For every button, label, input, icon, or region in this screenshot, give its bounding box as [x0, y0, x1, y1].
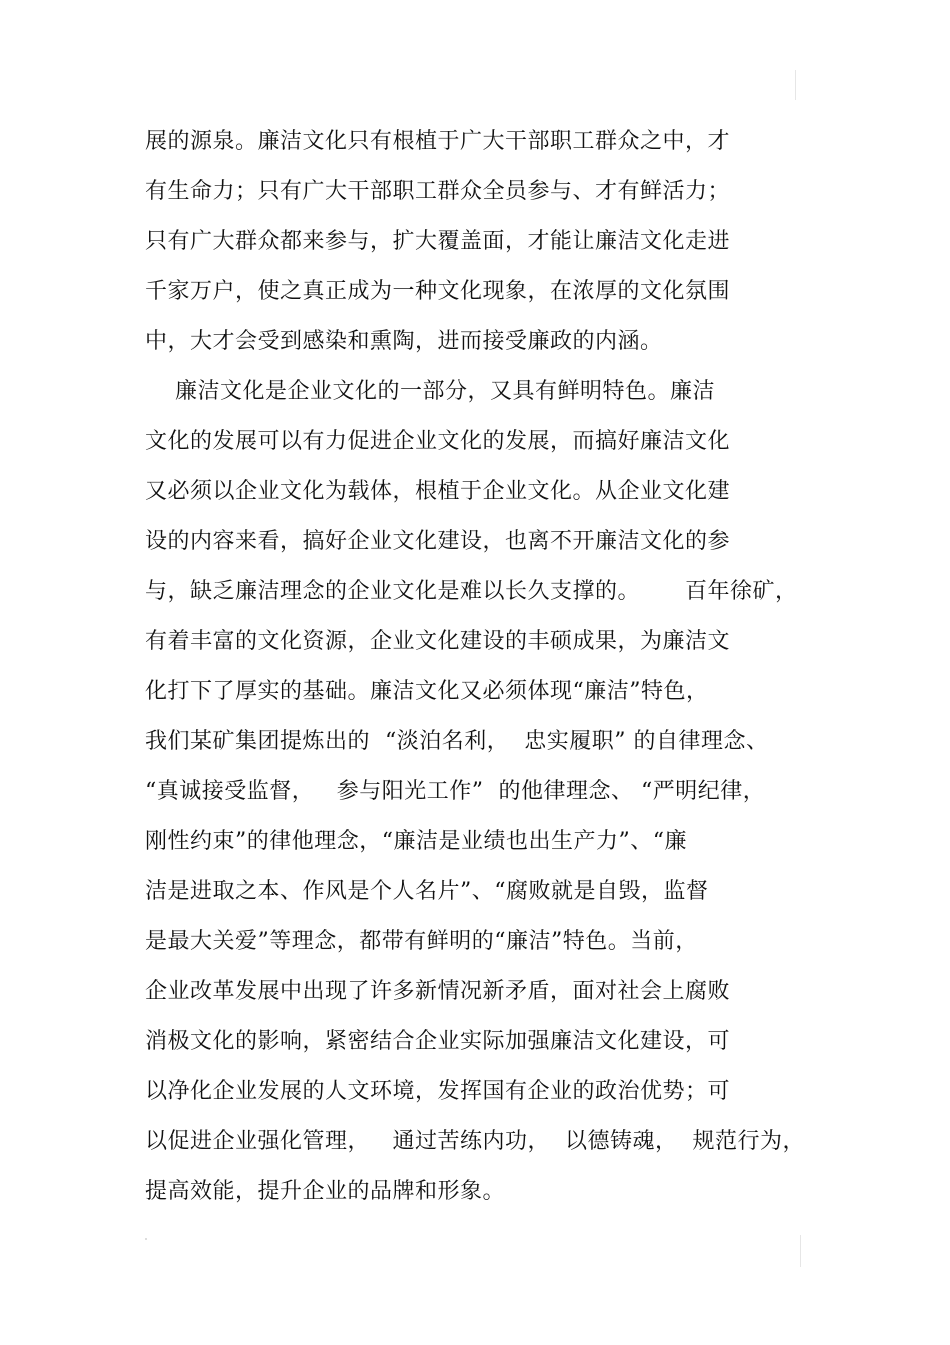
text-line: 只有广大群众都来参与，扩大覆盖面，才能让廉洁文化走进	[145, 229, 731, 254]
text-line: 中，大才会受到感染和熏陶，进而接受廉政的内涵。	[145, 329, 663, 354]
text-line: 企业改革发展中出现了许多新情况新矛盾，面对社会上腐败	[145, 979, 731, 1004]
text-line: 是最大关爱”等理念，都带有鲜明的“廉洁”特色。当前，	[145, 929, 698, 954]
text-line: 设的内容来看，搞好企业文化建设，也离不开廉洁文化的参	[145, 529, 731, 554]
text-line: 化打下了厚实的基础。廉洁文化又必须体现“廉洁”特色，	[145, 679, 709, 704]
text-line: 与，缺乏廉洁理念的企业文化是难以长久支撑的。 百年徐矿，	[145, 579, 798, 604]
text-line: 提高效能，提升企业的品牌和形象。	[145, 1179, 506, 1204]
text-line: 文化的发展可以有力促进企业文化的发展，而搞好廉洁文化	[145, 429, 731, 454]
text-line: 消极文化的影响，紧密结合企业实际加强廉洁文化建设，可	[145, 1029, 731, 1054]
text-line: 刚性约束”的律他理念，“廉洁是业绩也出生产力”、“廉	[145, 829, 687, 854]
body-text	[145, 124, 805, 1224]
text-line: 有生命力；只有广大干部职工群众全员参与、才有鲜活力；	[145, 179, 731, 204]
text-line: 展的源泉。廉洁文化只有根植于广大干部职工群众之中，才	[145, 129, 731, 154]
text-line: 以净化企业发展的人文环境，发挥国有企业的政治优势；可	[145, 1079, 731, 1104]
text-line: 千家万户，使之真正成为一种文化现象，在浓厚的文化氛围	[145, 279, 731, 304]
page-dot-mark	[145, 1238, 147, 1240]
text-line: 洁是进取之本、作风是个人名片”、“腐败就是自毁，监督	[145, 879, 709, 904]
text-line: 我们某矿集团提炼出的 “淡泊名利， 忠实履职” 的自律理念、	[145, 729, 769, 754]
text-line: 廉洁文化是企业文化的一部分，又具有鲜明特色。廉洁	[145, 379, 715, 404]
text-line: 有着丰富的文化资源，企业文化建设的丰硕成果，为廉洁文	[145, 629, 731, 654]
text-line: 以促进企业强化管理， 通过苦练内功， 以德铸魂， 规范行为，	[145, 1129, 805, 1154]
text-line: 又必须以企业文化为载体，根植于企业文化。从企业文化建	[145, 479, 731, 504]
page-margin-mark-bottom	[800, 1235, 801, 1267]
page-margin-mark-top	[795, 70, 796, 100]
text-line: “真诚接受监督， 参与阳光工作” 的他律理念、 “严明纪律，	[145, 779, 766, 804]
